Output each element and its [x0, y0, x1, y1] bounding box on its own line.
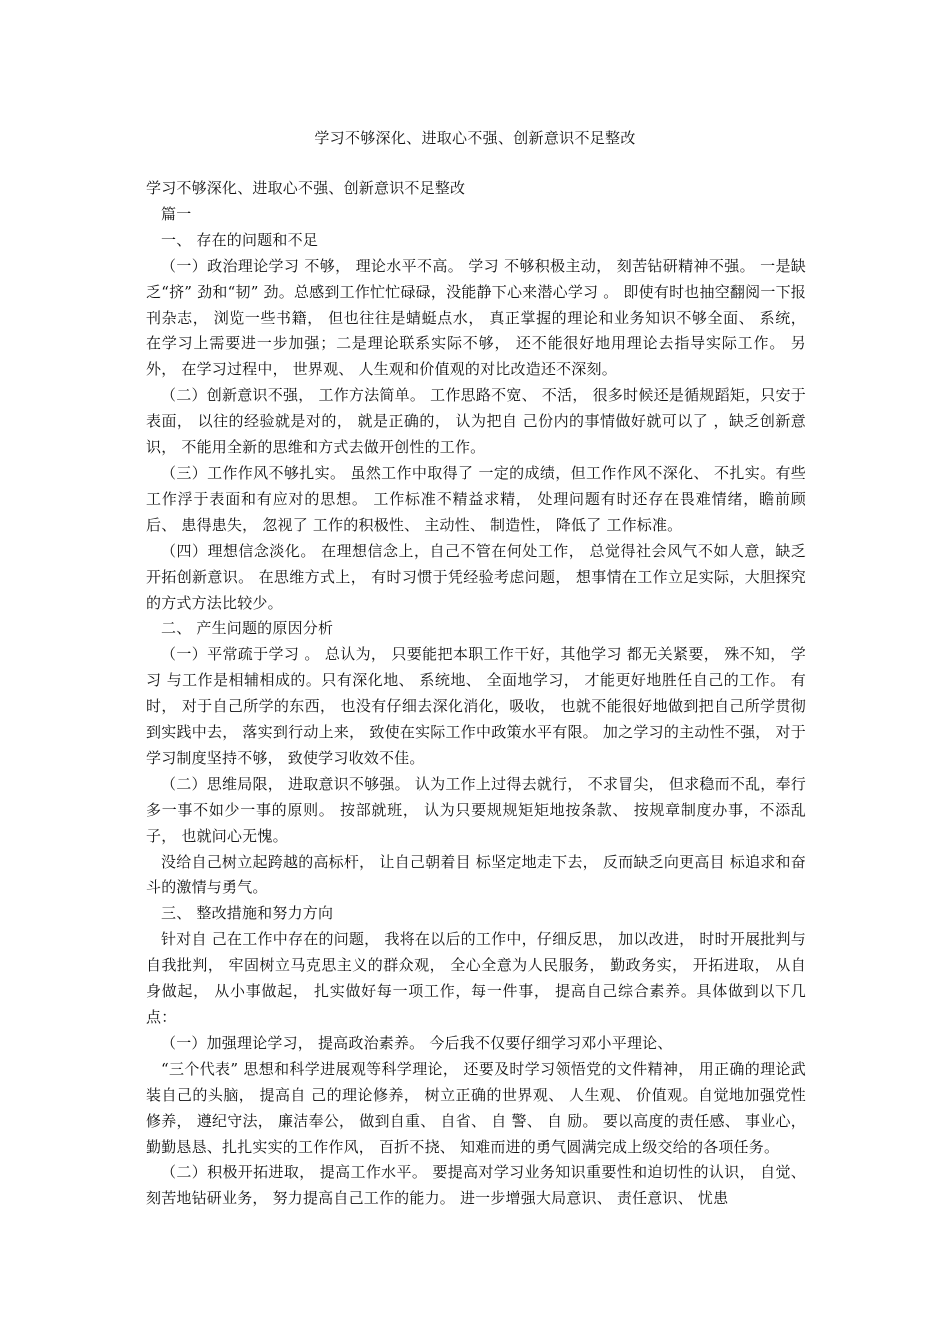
paragraph: （二）思维局限， 进取意识不够强。 认为工作上过得去就行， 不求冒尖， 但求稳而不乱，奉行多一事不如少一事的原则。 按部就班， 认为只要规规矩矩地按条款、 按规章制度办事，不添乱子， 也就问心无愧。	[146, 774, 806, 845]
paragraph: 没给自己树立起跨越的高标杆， 让自己朝着目 标坚定地走下去， 反而缺乏向更高目 标追求和奋斗的激情与勇气。	[146, 852, 806, 897]
document-body	[146, 176, 806, 1212]
paragraph: （一）加强理论学习， 提高政治素养。 今后我不仅要仔细学习邓小平理论、	[161, 1033, 673, 1052]
paragraph: 篇一	[161, 204, 192, 223]
paragraph: （二）创新意识不强， 工作方法简单。 工作思路不宽、 不活， 很多时候还是循规蹈矩，只安于表面， 以往的经验就是对的， 就是正确的， 认为把自 己份内的事情做好就可以了 ，缺乏创新意识， 不能用全新的思维和方式去做开创性的工作。	[146, 386, 806, 457]
paragraph: （四）理想信念淡化。 在理想信念上，自己不管在何处工作， 总觉得社会风气不如人意，缺乏开拓创新意识。 在思维方式上， 有时习惯于凭经验考虑问题， 想事情在工作立足实际，大胆探究的方式方法比较少。	[146, 541, 806, 612]
paragraph: 二、 产生问题的原因分析	[161, 619, 334, 638]
paragraph: 学习不够深化、进取心不强、创新意识不足整改	[146, 179, 466, 197]
paragraph: “三个代表” 思想和科学进展观等科学理论， 还要及时学习领悟党的文件精神， 用正确的理论武装自己的头脑， 提高自 己的理论修养， 树立正确的世界观、 人生观、 价值观。自觉地加强党性修养， 遵纪守法， 廉洁奉公， 做到自重、 自省、 自 警、 自 励。 要以高度的责任感、 事业心， 勤勤恳恳、扎扎实实的工作作风， 百折不挠、 知难而进的勇气圆满完成上级交给的各项任务。	[146, 1059, 806, 1156]
paragraph: （二）积极开拓进取， 提高工作水平。 要提高对学习业务知识重要性和迫切性的认识， 自觉、 刻苦地钻研业务， 努力提高自己工作的能力。 进一步增强大局意识、 责任意识、 忧患	[146, 1163, 806, 1208]
paragraph: 三、 整改措施和努力方向	[161, 904, 334, 923]
paragraph: （一）平常疏于学习 。 总认为， 只要能把本职工作干好，其他学习 都无关紧要， 殊不知， 学习 与工作是相辅相成的。只有深化地、 系统地、 全面地学习， 才能更好地胜任自己的工作。 有时， 对于自己所学的东西， 也没有仔细去深化消化，吸收， 也就不能很好地做到把自己所学贯彻到实践中去， 落实到行动上来， 致使在实际工作中政策水平有限。 加之学习的主动性不强， 对于学习制度坚持不够， 致使学习收效不佳。	[146, 645, 806, 767]
paragraph: （三）工作作风不够扎实。 虽然工作中取得了 一定的成绩，但工作作风不深化、 不扎实。有些工作浮于表面和有应对的思想。 工作标准不精益求精， 处理问题有时还存在畏难情绪，瞻前顾后、 患得患失， 忽视了 工作的积极性、 主动性、 制造性， 降低了 工作标准。	[146, 463, 806, 534]
paragraph: 一、 存在的问题和不足	[161, 230, 318, 249]
paragraph: （一）政治理论学习 不够， 理论水平不高。 学习 不够积极主动， 刻苦钻研精神不强。 一是缺乏“挤” 劲和“韧” 劲。总感到工作忙忙碌碌，没能静下心来潜心学习 。 即使有时也抽空翻阅一下报刊杂志， 浏览一些书籍， 但也往往是蜻蜓点水， 真正掌握的理论和业务知识不够全面、 系统， 在学习上需要进一步加强；二是理论联系实际不够， 还不能很好地用理论去指导实际工作。 另外， 在学习过程中， 世界观、 人生观和价值观的对比改造还不深刻。	[146, 256, 807, 379]
page-title: 学习不够深化、进取心不强、创新意识不足整改	[314, 129, 636, 147]
paragraph: 针对自 己在工作中存在的问题， 我将在以后的工作中，仔细反思， 加以改进， 时时开展批判与自我批判， 牢固树立马克思主义的群众观， 全心全意为人民服务， 勤政务实， 开拓进取， 从自 身做起， 从小事做起， 扎实做好每一项工作，每一件事， 提高自己综合素养。具体做到以下几点：	[146, 930, 806, 1026]
